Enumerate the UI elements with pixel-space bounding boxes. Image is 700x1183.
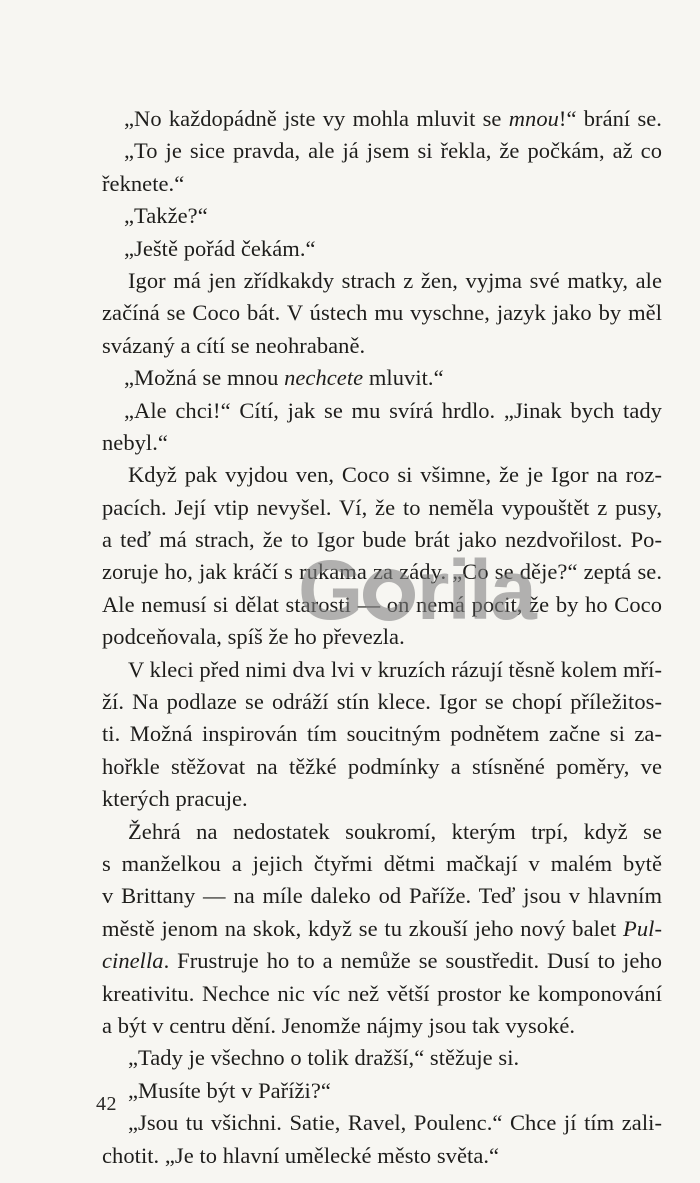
page-number: 42 [96, 1093, 117, 1115]
text-line: „Ještě pořád čekám.“ [124, 235, 316, 261]
text-line: V kleci před nimi dva lvi v kruzích rázují těsně kolem mří- [128, 656, 662, 682]
text-line: Ale nemusí si dělat starosti — on nemá pocit, že by ho Coco [102, 591, 662, 617]
text-line: a teď má strach, že to Igor bude brát jako nezdvořilost. Po- [102, 527, 662, 553]
watermark: G rila [298, 543, 535, 637]
text-line: řeknete.“ [102, 170, 185, 196]
text-line: „Takže?“ [124, 203, 208, 229]
text-line: „Jsou tu všichni. Satie, Ravel, Poulenc.“ Chce jí tím zali- [128, 1110, 662, 1136]
text-line: cinella. Frustruje ho to a nemůže se soustředit. Dusí to jeho [102, 948, 662, 974]
text-line: „No každopádně jste vy mohla mluvit se mnou!“ brání se. [124, 106, 662, 131]
text-line: a být v centru dění. Jenomže nájmy jsou tak vysoké. [102, 1012, 576, 1038]
text-line: hořkle stěžovat na těžké podmínky a stísněné poměry, ve [102, 753, 662, 779]
text-line: v Brittany — na míle daleko od Paříže. Teď jsou v hlavním [102, 883, 662, 909]
text-line: podceňovala, spíš že ho převezla. [102, 624, 405, 650]
text-line: „To je sice pravda, ale já jsem si řekla, že počkám, až co [124, 138, 662, 164]
text-line: Žehrá na nedostatek soukromí, kterým trpí, když se [128, 818, 662, 844]
text-line: nebyl.“ [102, 429, 168, 455]
text-line: ží. Na podlaze se odráží stín klece. Igor se chopí příležitos- [102, 689, 662, 715]
text-line: kreativitu. Nechce nic víc než větší prostor ke komponování [102, 980, 662, 1006]
text-line: městě jenom na skok, když se tu zkouší jeho nový balet Pul- [102, 915, 662, 941]
text-line: Igor má jen zřídkakdy strach z žen, vyjma své matky, ale [128, 267, 662, 293]
text-line: „Možná se mnou nechcete mluvit.“ [124, 365, 444, 391]
text-line: s manželkou a jejich čtyřmi dětmi mačkají v malém bytě [102, 850, 662, 876]
text-line: „Musíte být v Paříži?“ [128, 1077, 331, 1103]
text-line: „Ale chci!“ Cítí, jak se mu svírá hrdlo. „Jinak bych tady [124, 397, 662, 423]
text-line: „Tady je všechno o tolik dražší,“ stěžuje si. [128, 1045, 520, 1071]
text-line: ti. Možná inspirován tím soucitným podnětem začne si za- [102, 721, 662, 747]
text-line: pacích. Její vtip nevyšel. Ví, že to neměla vypouštět z pusy, [102, 494, 662, 520]
text-line: chotit. „Je to hlavní umělecké město světa.“ [102, 1142, 500, 1168]
text-line: kterých pracuje. [102, 786, 248, 812]
text-line: svázaný a cítí se neohrabaně. [102, 332, 366, 358]
text-line: Když pak vyjdou ven, Coco si všimne, že je Igor na roz- [128, 462, 662, 488]
text-line: zoruje ho, jak kráčí s rukama za zády. „Co se děje?“ zeptá se. [102, 559, 662, 585]
text-line: začíná se Coco bát. V ústech mu vyschne, jazyk jako by měl [102, 300, 662, 326]
